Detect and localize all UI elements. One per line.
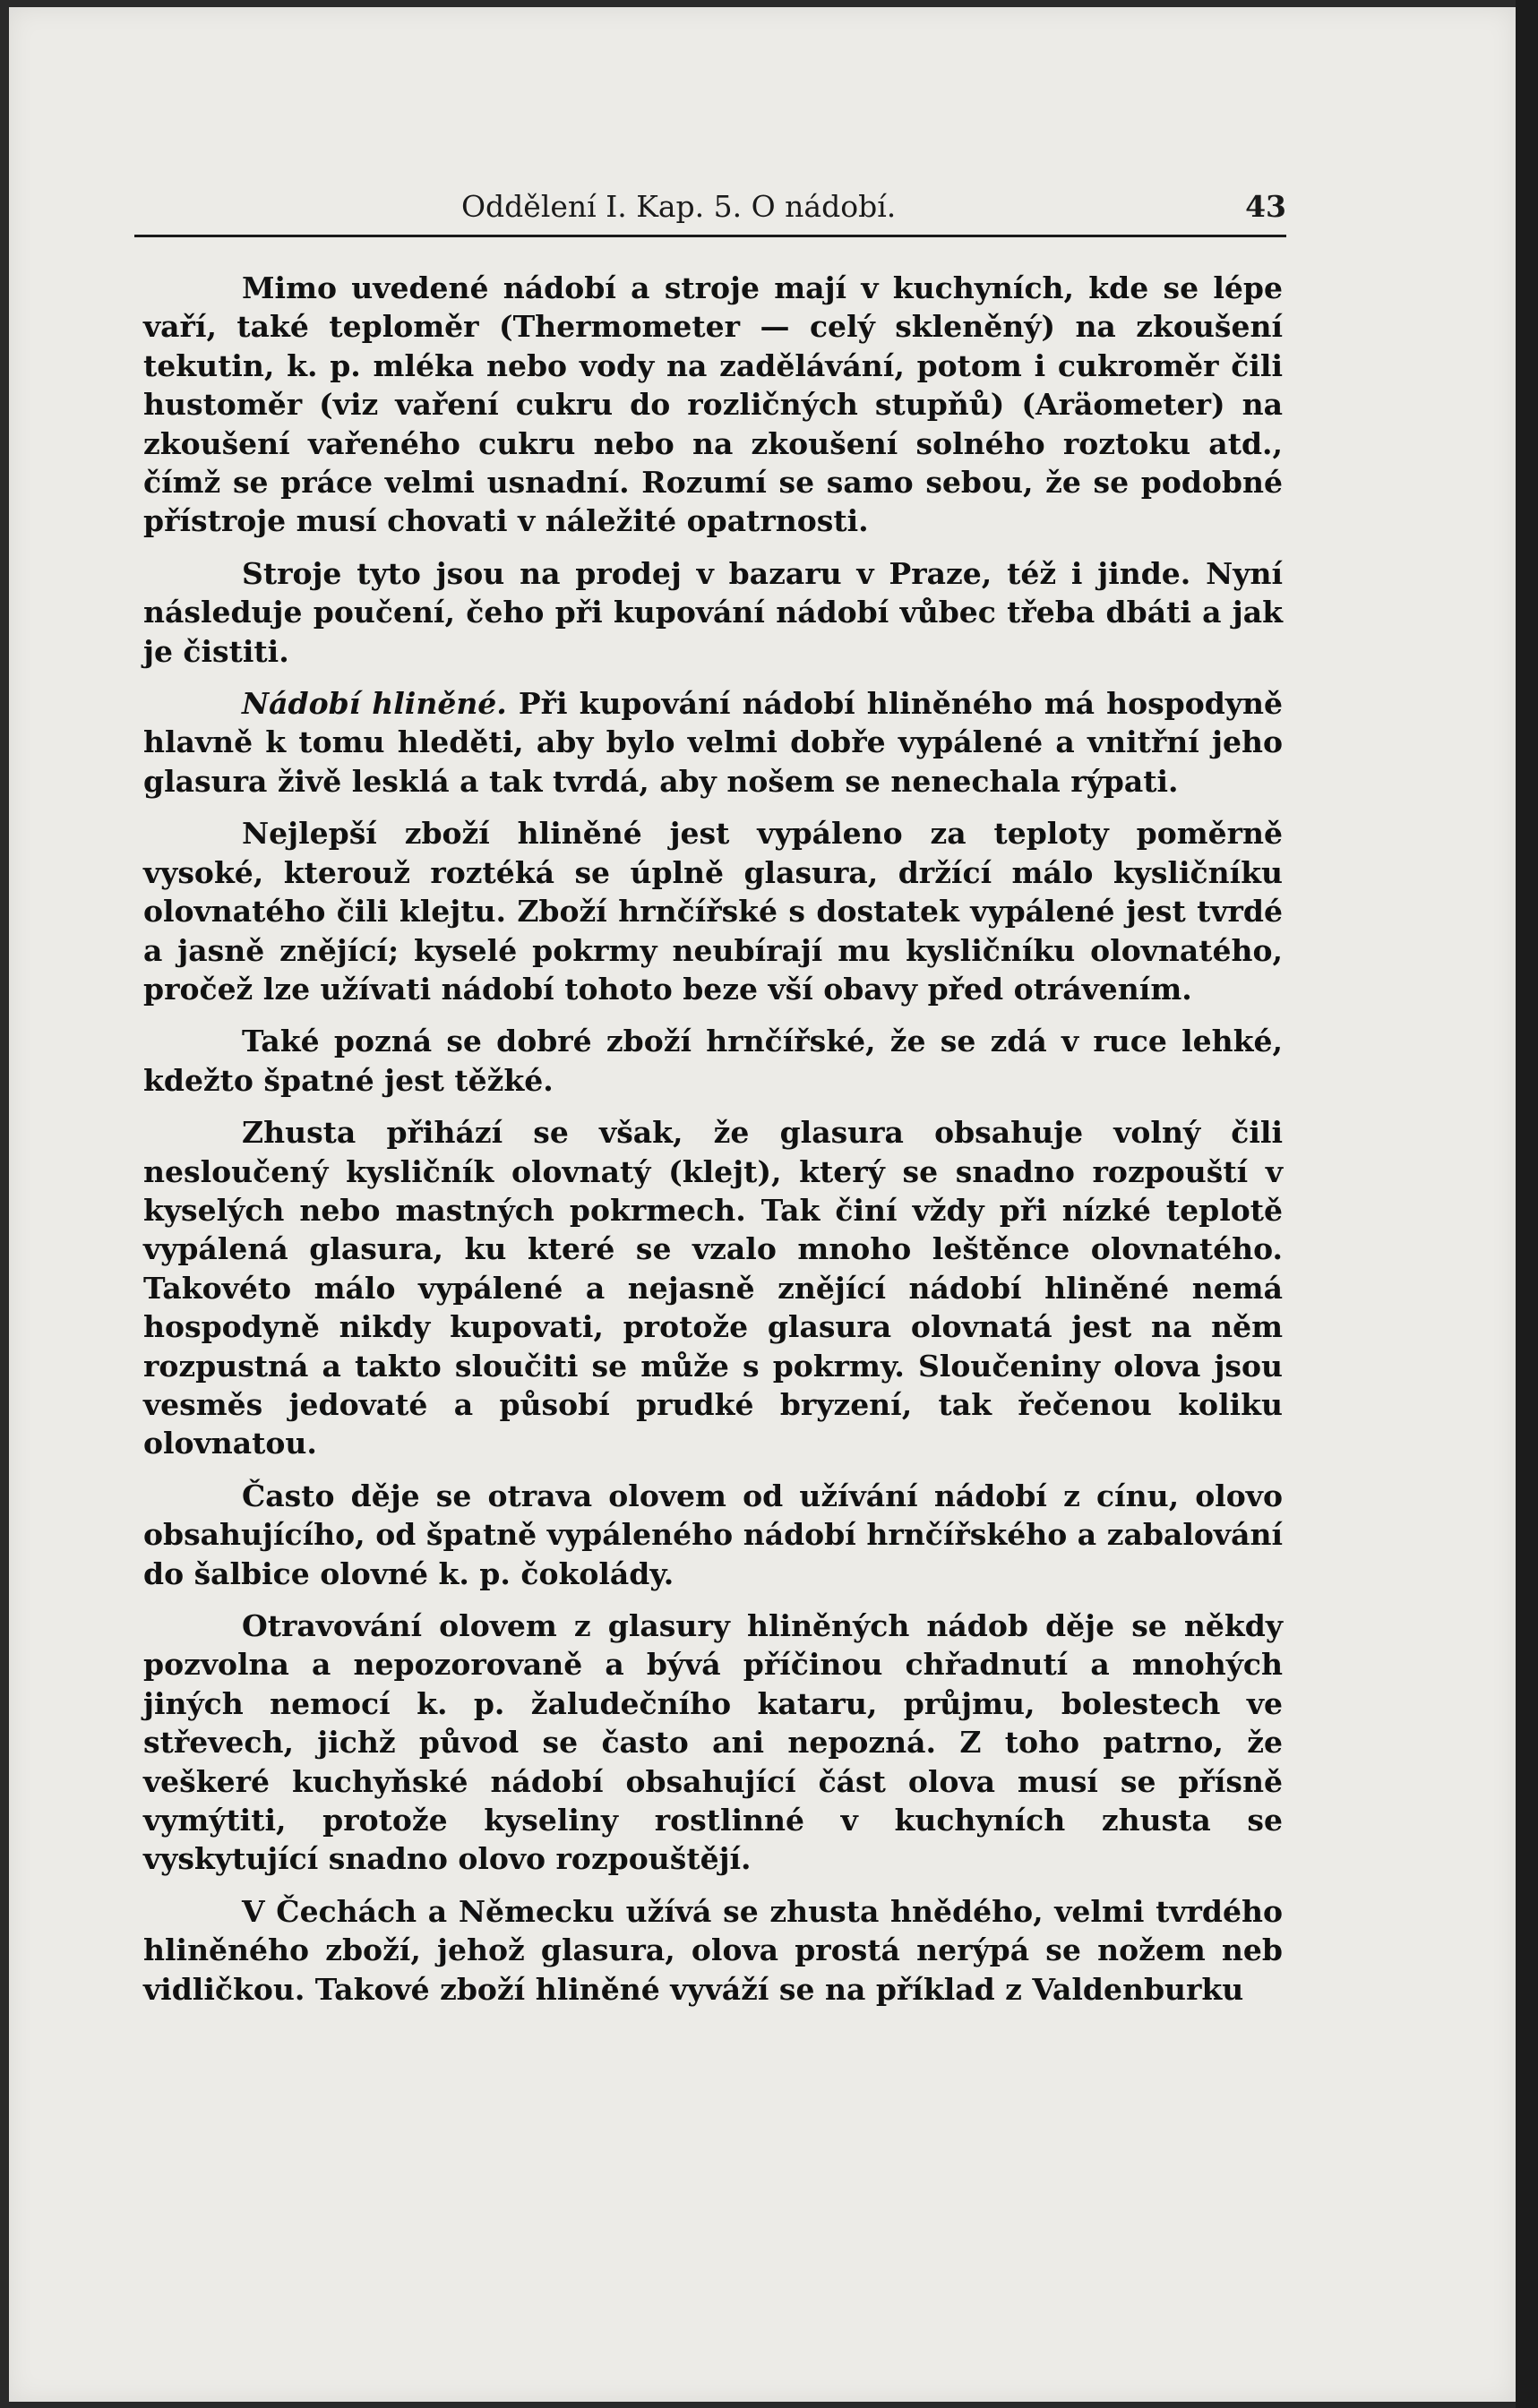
paragraph [143,1022,1283,1100]
paragraph-text: Otravování olovem z glasury hliněných nádob děje se někdy pozvolna a nepozorovaně a bývá příčinou chřadnutí a mnohých jiných nemocí k. p. žaludečního kataru, průjmu, bolestech ve střevech, jichž původ se často ani nepozná. Z toho patrno, že veškeré kuchyňské nádobí obsahující část olova musí se přísně vymýtiti, protože kyseliny rostlinné v kuchyních zhusta se vyskytující snadno olovo rozpouštějí. [143,1608,1283,1877]
paragraph [143,269,1283,541]
section-lead: Nádobí hliněné. [242,686,507,722]
paragraph-text: V Čechách a Německu užívá se zhusta hnědého, velmi tvrdého hliněného zboží, jehož glasura, olova prostá nerýpá se nožem neb vidličkou. Takové zboží hliněné vyváží se na příklad z Valdenburku [143,1893,1283,2007]
paragraph [143,1892,1283,2009]
paragraph [143,1607,1283,1879]
running-title: Oddělení I. Kap. 5. O nádobí. [461,189,897,224]
paragraph [143,1113,1283,1463]
paragraph-text: Stroje tyto jsou na prodej v bazaru v Praze, též i jinde. Nyní následuje poučení, čeho při kupování nádobí vůbec třeba dbáti a jak je čistiti. [143,555,1283,669]
paragraph [143,684,1283,801]
body-text [143,269,1283,2022]
page-number: 43 [1245,189,1286,224]
paragraph [143,554,1283,671]
paragraph-text: Často děje se otrava olovem od užívání nádobí z cínu, olovo obsahujícího, od špatně vypáleného nádobí hrnčířského a zabalování do šalbice olovné k. p. čokolády. [143,1478,1283,1591]
paragraph-text: Mimo uvedené nádobí a stroje mají v kuchyních, kde se lépe vaří, také teploměr (Thermometer — celý skleněný) na zkoušení tekutin, k. p. mléka nebo vody na zadělávání, potom i cukroměr čili hustoměr (viz vaření cukru do rozličných stupňů) (Aräometer) na zkoušení vařeného cukru nebo na zkoušení solného roztoku atd., čímž se práce velmi usnadní. Rozumí se samo sebou, že se podobné přístroje musí chovati v náležité opatrnosti. [143,270,1283,539]
scan-edge [1516,0,1538,2408]
paragraph-text: Také pozná se dobré zboží hrnčířské, že se zdá v ruce lehké, kdežto špatné jest těžké. [143,1024,1283,1098]
paragraph [143,1477,1283,1593]
header-rule [134,235,1286,237]
paragraph-text: Při kupování nádobí hliněného má hospodyně hlavně k tomu hleděti, aby bylo velmi dobře vypálené a vnitřní jeho glasura živě lesklá a tak tvrdá, aby nošem se nenechala rýpati. [143,686,1283,799]
paragraph-text: Zhusta přihází se však, že glasura obsahuje volný čili nesloučený kysličník olovnatý (klejt), který se snadno rozpouští v kyselých nebo mastných pokrmech. Tak činí vždy při nízké teplotě vypálená glasura, ku které se vzalo mnoho leštěnce olovnatého. Takovéto málo vypálené a nejasně znějící nádobí hliněné nemá hospodyně nikdy kupovati, protože glasura olovnatá jest na něm rozpustná a takto sloučiti se může s pokrmy. Sloučeniny olova jsou vesměs jedovaté a působí prudké bryzení, tak řečenou koliku olovnatou. [143,1115,1283,1461]
paragraph-text: Nejlepší zboží hliněné jest vypáleno za teploty poměrně vysoké, kterouž roztéká se úplně glasura, držící málo kysličníku olovnatého čili klejtu. Zboží hrnčířské s dostatek vypálené jest tvrdé a jasně znějící; kyselé pokrmy neubírají mu kysličníku olovnatého, pročež lze užívati nádobí tohoto beze vší obavy před otrávením. [143,816,1283,1007]
paragraph [143,814,1283,1008]
page-header [134,184,1286,234]
